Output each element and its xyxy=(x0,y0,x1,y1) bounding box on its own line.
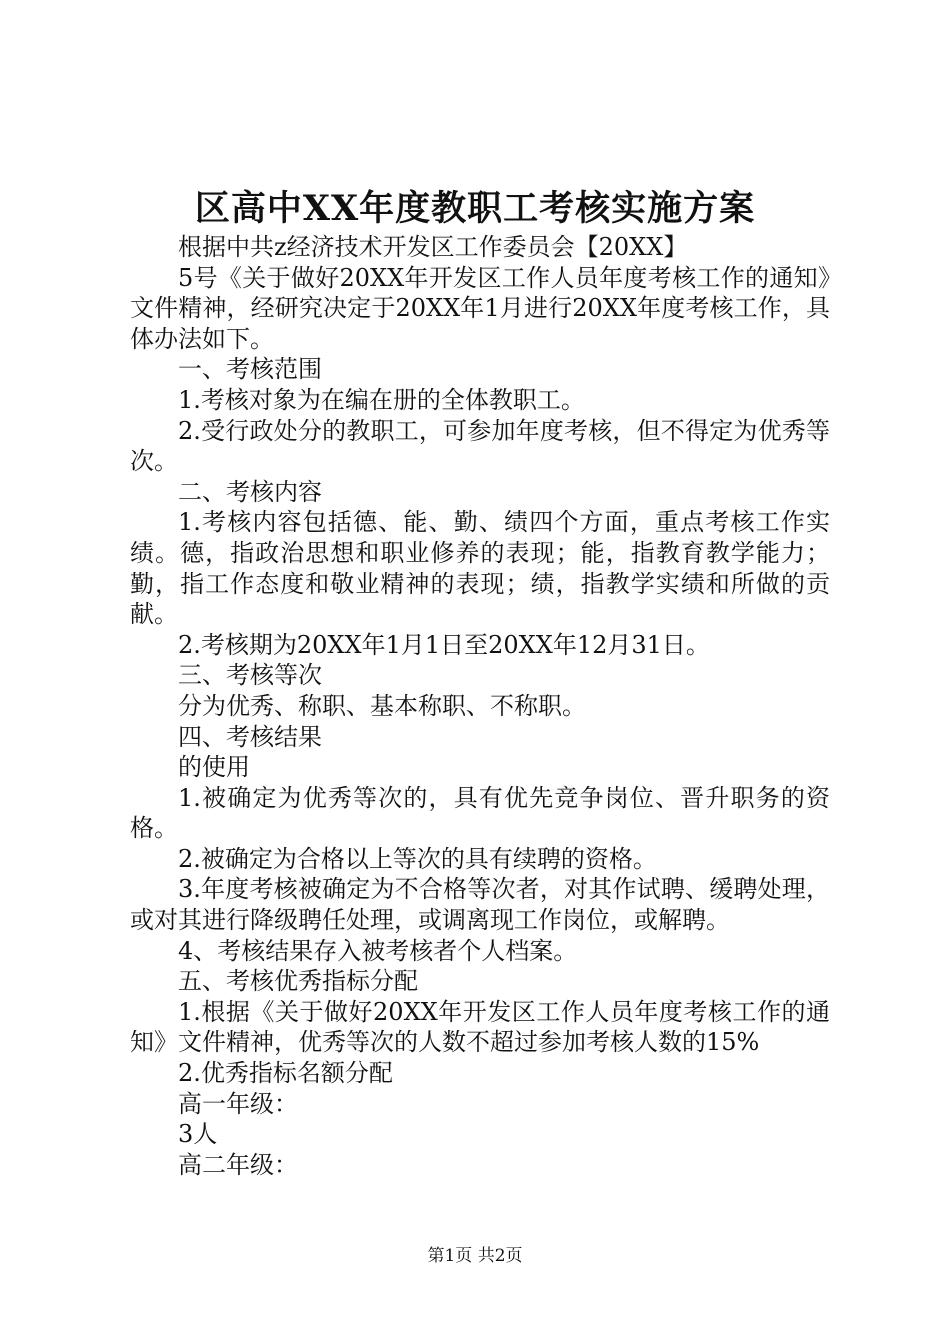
paragraph: 根据中共z经济技术开发区工作委员会【20XX】 xyxy=(178,233,688,261)
section-heading: 四、考核结果 xyxy=(178,722,322,751)
paragraph: 3人 xyxy=(178,1120,218,1149)
paragraph: 5号《关于做好20XX年开发区工作人员年度考核工作的通知》文件精神，经研究决定于20XX年1月进行20XX年度考核工作，具体办法如下。 xyxy=(130,263,830,353)
paragraph: 4、考核结果存入被考核者个人档案。 xyxy=(178,936,578,965)
paragraph: 分为优秀、称职、基本称职、不称职。 xyxy=(178,691,586,720)
document-body xyxy=(130,232,830,1180)
paragraph: 1.考核内容包括德、能、勤、绩四个方面，重点考核工作实绩。德，指政治思想和职业修养的表现；能，指教育教学能力；勤，指工作态度和敬业精神的表现；绩，指教学实绩和所做的贡献。 xyxy=(130,508,830,629)
section-heading: 一、考核范围 xyxy=(178,355,322,384)
section-heading: 二、考核内容 xyxy=(178,477,322,506)
paragraph: 1.考核对象为在编在册的全体教职工。 xyxy=(178,385,585,414)
paragraph: 3.年度考核被确定为不合格等次者，对其作试聘、缓聘处理，或对其进行降级聘任处理，或调离现工作岗位，或解聘。 xyxy=(130,875,830,935)
paragraph: 高二年级： xyxy=(178,1150,298,1179)
paragraph: 高一年级： xyxy=(178,1089,298,1118)
paragraph: 2.考核期为20XX年1月1日至20XX年12月31日。 xyxy=(178,630,710,659)
section-heading: 三、考核等次 xyxy=(178,661,322,690)
page-footer: 第1页 共2页 xyxy=(427,1246,523,1266)
paragraph: 2.受行政处分的教职工，可参加年度考核，但不得定为优秀等次。 xyxy=(130,416,830,476)
paragraph: 2.优秀指标名额分配 xyxy=(178,1059,393,1088)
paragraph: 1.根据《关于做好20XX年开发区工作人员年度考核工作的通知》文件精神，优秀等次的人数不超过参加考核人数的15% xyxy=(130,997,830,1057)
paragraph: 1.被确定为优秀等次的，具有优先竞争岗位、晋升职务的资格。 xyxy=(130,783,830,843)
paragraph: 2.被确定为合格以上等次的具有续聘的资格。 xyxy=(178,844,657,873)
section-heading-continued: 的使用 xyxy=(178,753,250,782)
section-heading: 五、考核优秀指标分配 xyxy=(178,967,418,996)
document-title: 区高中XX年度教职工考核实施方案 xyxy=(194,188,756,229)
